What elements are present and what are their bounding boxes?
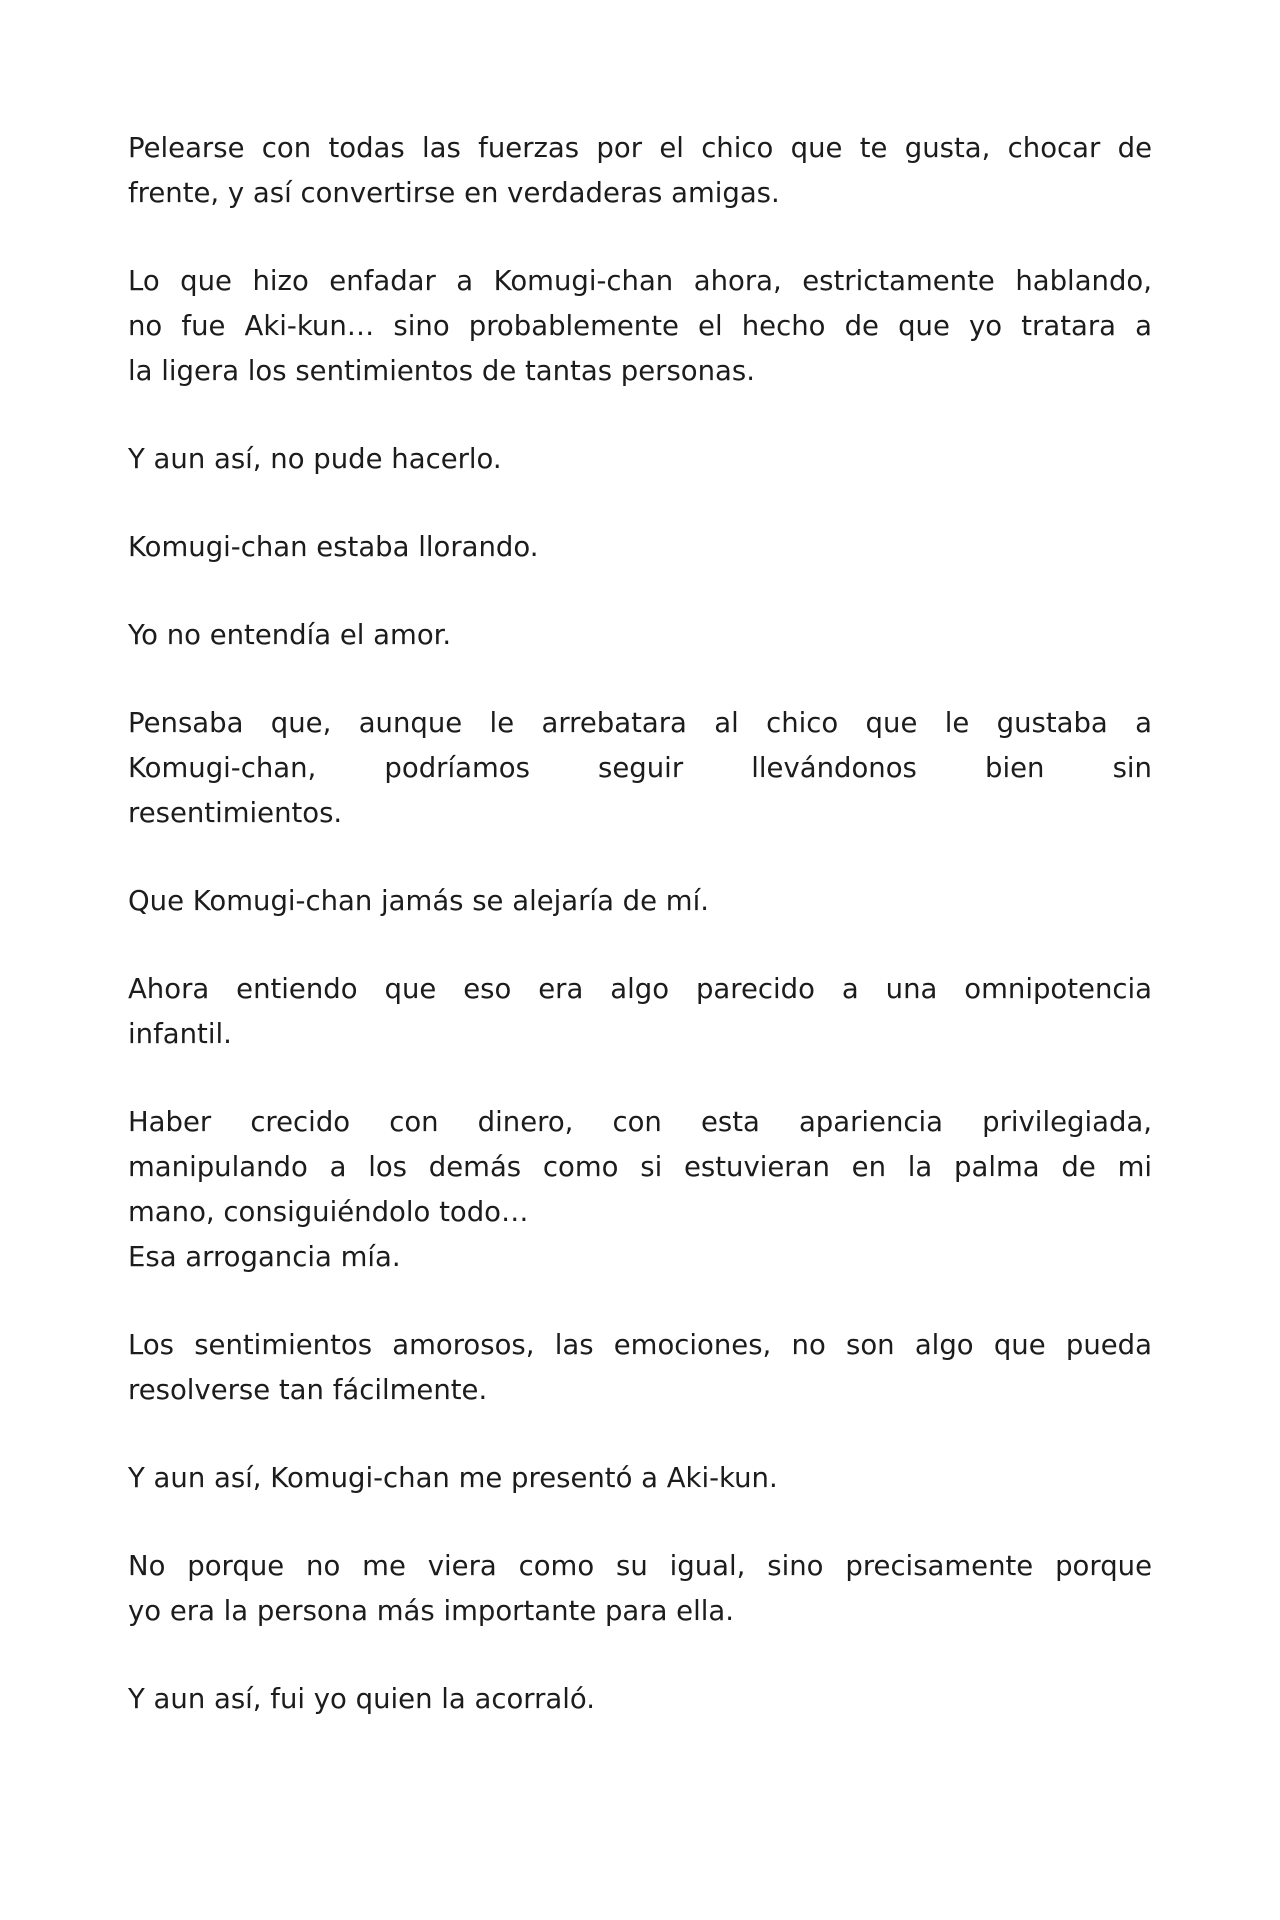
- text-line: manipulando a los demás como si estuvieran en la palma de mi: [128, 1151, 1152, 1183]
- text-line: infantil.: [128, 1018, 232, 1050]
- paragraph: [128, 1100, 1152, 1280]
- text-line: resolverse tan fácilmente.: [128, 1374, 488, 1406]
- text-line: Esa arrogancia mía.: [128, 1241, 401, 1273]
- text-line: Que Komugi-chan jamás se alejaría de mí.: [128, 885, 709, 917]
- text-line: Y aun así, Komugi-chan me presentó a Aki-kun.: [128, 1462, 778, 1494]
- paragraph: [128, 613, 1152, 658]
- text-line: No porque no me viera como su igual, sino precisamente porque: [128, 1550, 1152, 1582]
- text-line: Los sentimientos amorosos, las emociones, no son algo que pueda: [128, 1329, 1152, 1361]
- text-line: Pensaba que, aunque le arrebatara al chico que le gustaba a: [128, 707, 1152, 739]
- paragraph: [128, 967, 1152, 1057]
- paragraph: [128, 1456, 1152, 1501]
- text-line: Pelearse con todas las fuerzas por el chico que te gusta, chocar de: [128, 132, 1152, 164]
- paragraph: [128, 437, 1152, 482]
- document-page: [128, 126, 1152, 1765]
- paragraph: [128, 1323, 1152, 1413]
- paragraph: [128, 879, 1152, 924]
- text-line: Komugi-chan estaba llorando.: [128, 531, 539, 563]
- text-line: Y aun así, no pude hacerlo.: [128, 443, 502, 475]
- text-line: resentimientos.: [128, 797, 343, 829]
- text-line: Haber crecido con dinero, con esta apariencia privilegiada,: [128, 1106, 1152, 1138]
- text-line: Lo que hizo enfadar a Komugi-chan ahora, estrictamente hablando,: [128, 265, 1152, 297]
- paragraph: [128, 525, 1152, 570]
- text-line: yo era la persona más importante para ella.: [128, 1595, 734, 1627]
- text-line: Y aun así, fui yo quien la acorraló.: [128, 1683, 595, 1715]
- paragraph: [128, 1677, 1152, 1722]
- text-line: Komugi-chan, podríamos seguir llevándonos bien sin: [128, 752, 1152, 784]
- paragraph: [128, 701, 1152, 836]
- paragraph: [128, 1544, 1152, 1634]
- text-line: frente, y así convertirse en verdaderas amigas.: [128, 177, 780, 209]
- text-line: la ligera los sentimientos de tantas personas.: [128, 355, 755, 387]
- text-line: Yo no entendía el amor.: [128, 619, 452, 651]
- text-line: no fue Aki-kun… sino probablemente el hecho de que yo tratara a: [128, 310, 1152, 342]
- paragraph: [128, 126, 1152, 216]
- text-line: Ahora entiendo que eso era algo parecido a una omnipotencia: [128, 973, 1152, 1005]
- paragraph: [128, 259, 1152, 394]
- text-line: mano, consiguiéndolo todo…: [128, 1196, 529, 1228]
